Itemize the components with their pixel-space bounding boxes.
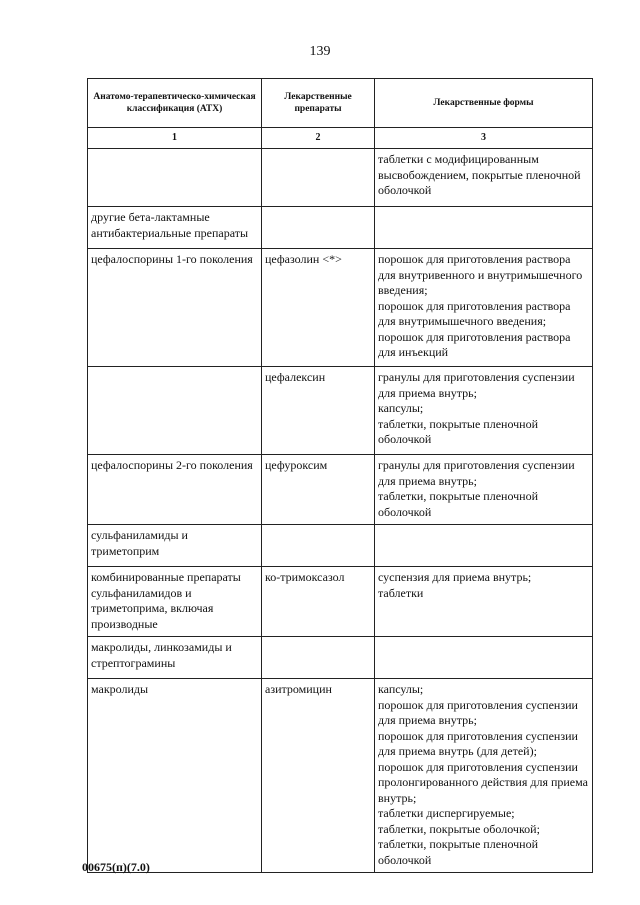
column-number: 2	[262, 128, 375, 149]
document-code: 00675(п)(7.0)	[82, 860, 150, 874]
atx-cell: макролиды, линкозамиды и стрептограмины	[88, 637, 262, 679]
dosage-form: порошок для приготовления суспензии для приема внутрь (для детей);	[378, 728, 578, 758]
atx-cell: сульфаниламиды и триметоприм	[88, 525, 262, 567]
table-row	[88, 149, 593, 207]
atx-cell: цефалоспорины 2-го поколения	[88, 455, 262, 525]
atx-cell: макролиды	[88, 679, 262, 873]
forms-cell	[375, 637, 593, 679]
forms-cell	[375, 455, 593, 525]
forms-cell	[375, 207, 593, 249]
drug-cell	[262, 637, 375, 679]
forms-cell	[375, 149, 593, 207]
table-row	[88, 455, 593, 525]
dosage-form: гранулы для приготовления суспензии для приема внутрь;	[378, 370, 575, 400]
column-number-row	[88, 128, 593, 149]
page-number: 139	[309, 44, 331, 59]
atx-cell	[88, 367, 262, 455]
drug-cell: азитромицин	[262, 679, 375, 873]
dosage-form: порошок для приготовления суспензии пролонгированного действия для приема внутрь;	[378, 759, 588, 805]
table-row	[88, 525, 593, 567]
drug-cell: цефалексин	[262, 367, 375, 455]
header-drugs: Лекарственные препараты	[262, 79, 375, 128]
forms-cell	[375, 679, 593, 873]
drug-cell: цефуроксим	[262, 455, 375, 525]
dosage-form: таблетки, покрытые пленочной оболочкой	[378, 489, 539, 519]
table-header-row	[88, 79, 593, 128]
forms-cell	[375, 249, 593, 367]
table-row	[88, 567, 593, 637]
drug-cell	[262, 525, 375, 567]
column-number: 1	[88, 128, 262, 149]
atx-drug-table	[87, 78, 593, 873]
drug-cell: ко-тримоксазол	[262, 567, 375, 637]
header-atx: Анатомо-терапевтическо-химическая классификация (АТХ)	[88, 79, 262, 128]
table-body	[88, 149, 593, 873]
table-row	[88, 637, 593, 679]
dosage-form: таблетки, покрытые пленочной оболочкой	[378, 837, 539, 867]
atx-cell	[88, 149, 262, 207]
dosage-form: порошок для приготовления раствора для внутривенного и внутримышечного введения;	[378, 252, 583, 297]
dosage-form: гранулы для приготовления суспензии для приема внутрь;	[378, 458, 575, 488]
dosage-form: таблетки, покрытые оболочкой;	[378, 821, 540, 836]
table-row	[88, 249, 593, 367]
dosage-form: таблетки с модифицированным высвобождением, покрытые пленочной оболочкой	[378, 152, 581, 197]
table-row	[88, 679, 593, 873]
dosage-form: таблетки диспергируемые;	[378, 806, 515, 820]
dosage-form: капсулы;	[378, 682, 424, 696]
forms-cell	[375, 567, 593, 637]
header-forms: Лекарственные формы	[375, 79, 593, 128]
dosage-form: порошок для приготовления раствора для внутримышечного введения;	[378, 298, 571, 328]
table-row	[88, 367, 593, 455]
drug-cell	[262, 207, 375, 249]
dosage-form: капсулы;	[378, 401, 424, 415]
dosage-form: таблетки	[378, 585, 424, 600]
forms-cell	[375, 367, 593, 455]
column-number: 3	[375, 128, 593, 149]
dosage-form: таблетки, покрытые пленочной оболочкой	[378, 416, 539, 446]
dosage-form: порошок для приготовления раствора для инъекций	[378, 329, 571, 359]
dosage-form: суспензия для приема внутрь;	[378, 570, 532, 584]
atx-cell: цефалоспорины 1-го поколения	[88, 249, 262, 367]
dosage-form: порошок для приготовления суспензии для приема внутрь;	[378, 697, 578, 727]
forms-cell	[375, 525, 593, 567]
atx-cell: другие бета-лактамные антибактериальные препараты	[88, 207, 262, 249]
drug-cell: цефазолин <*>	[262, 249, 375, 367]
atx-cell: комбинированные препараты сульфаниламидов и триметоприма, включая производные	[88, 567, 262, 637]
drug-cell	[262, 149, 375, 207]
table-row	[88, 207, 593, 249]
